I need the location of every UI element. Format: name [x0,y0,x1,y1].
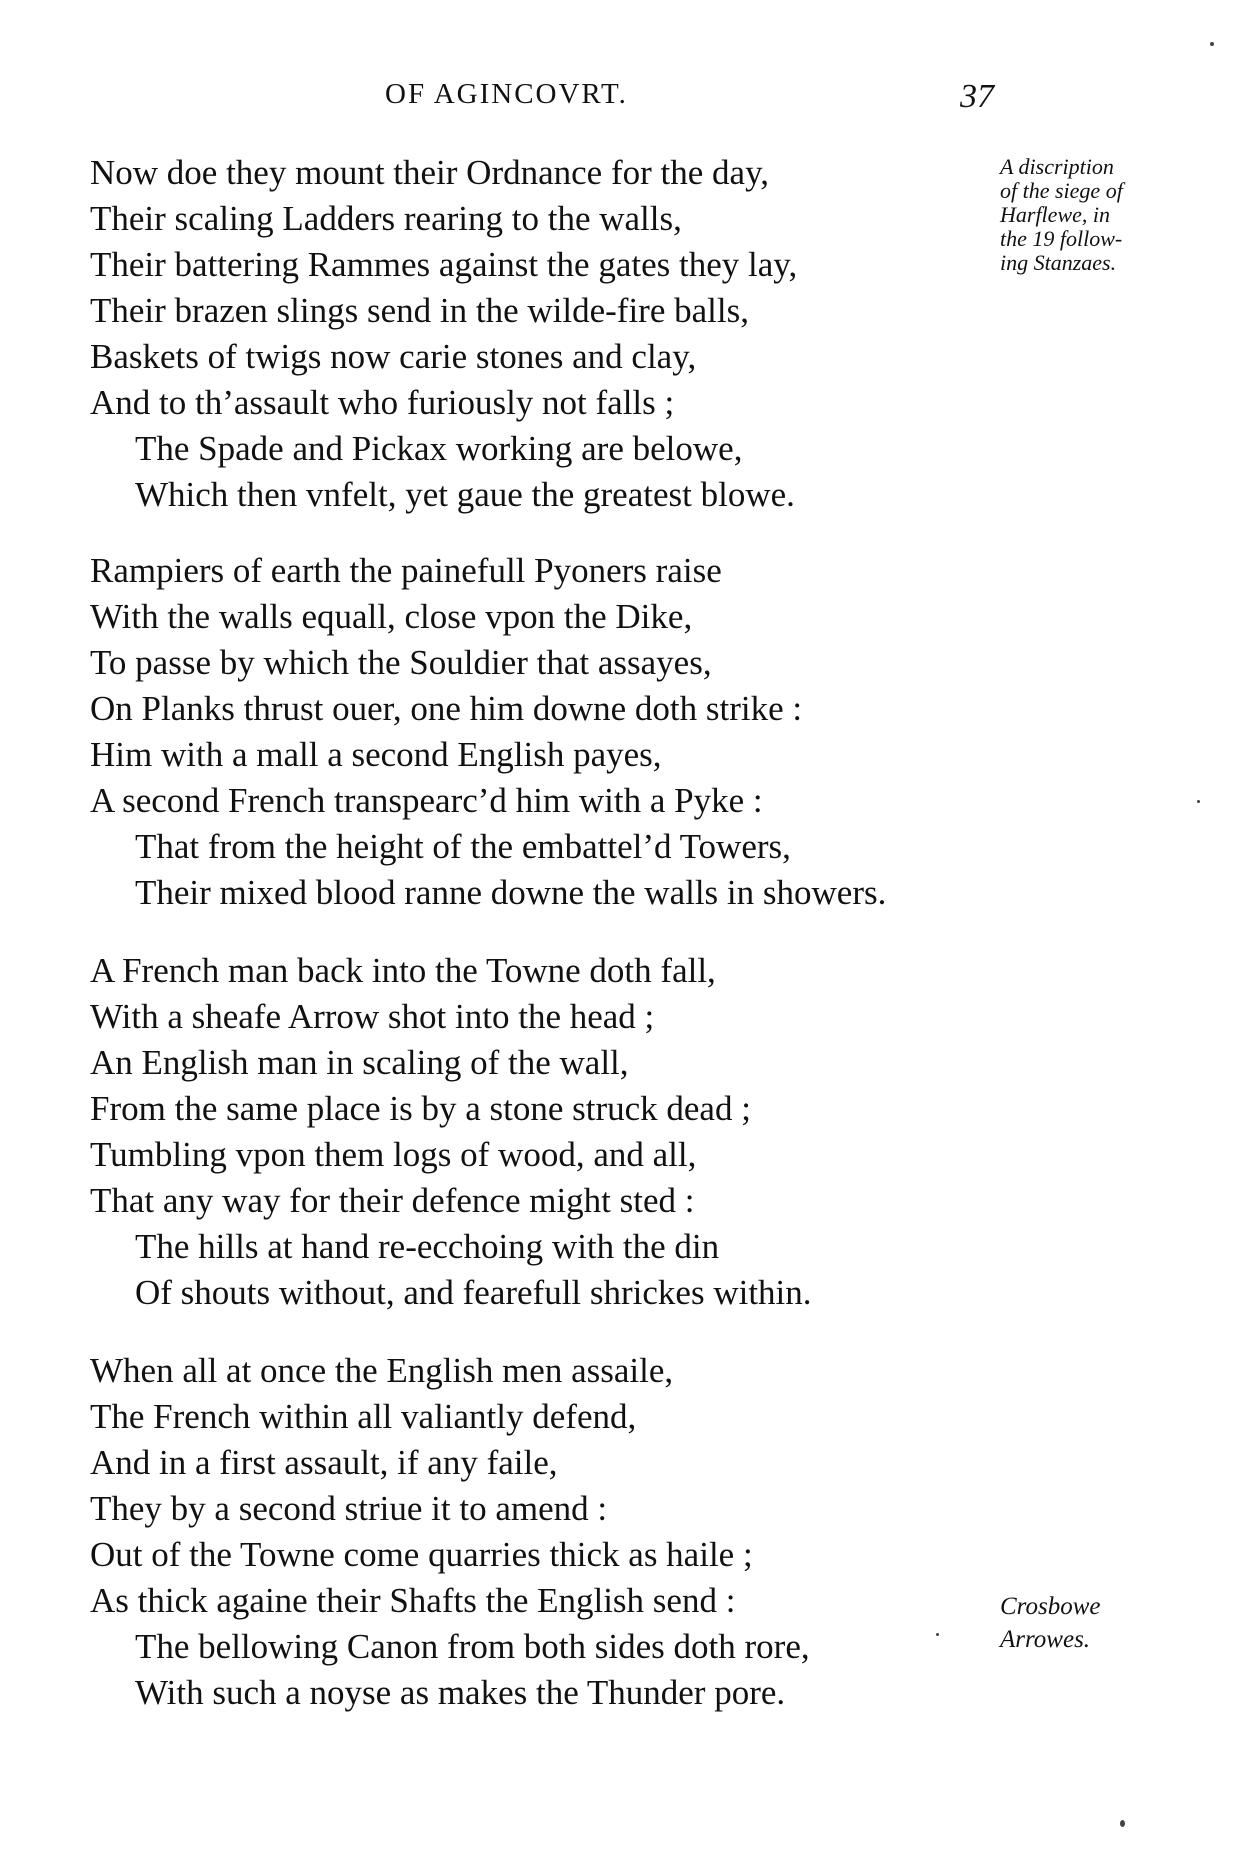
verse-line: Out of the Towne come quarries thick as haile ; [90,1535,753,1574]
verse-line: Him with a mall a second English payes, [90,735,662,774]
verse-line: A French man back into the Towne doth fall, [90,951,716,990]
verse-line: A second French transpearc’d him with a Pyke : [90,781,763,820]
stanza-1 [90,150,990,518]
verse-line: Their scaling Ladders rearing to the walls, [90,199,682,238]
verse-line: When all at once the English men assaile, [90,1351,674,1390]
verse-line: And to th’assault who furiously not falls ; [90,383,675,422]
verse-line: Tumbling vpon them logs of wood, and all, [90,1135,697,1174]
verse-line: And in a first assault, if any faile, [90,1443,558,1482]
verse-line: Rampiers of earth the painefull Pyoners raise [90,551,722,590]
marginal-note-line: A discription [1000,154,1114,179]
verse-line-couplet: The hills at hand re-ecchoing with the din [135,1227,720,1266]
stanza-4 [90,1348,990,1716]
marginal-note-line: of the siege of [1000,178,1123,203]
marginal-note-line: Harflewe, in [1000,202,1110,227]
verse-line: On Planks thrust ouer, one him downe doth strike : [90,689,803,728]
verse-line: Now doe they mount their Ordnance for the day, [90,153,770,192]
marginal-note-line: Arrowes. [1000,1626,1091,1653]
marginal-note-siege [1000,155,1200,275]
verse-line: The French within all valiantly defend, [90,1397,637,1436]
verse-line: With the walls equall, close vpon the Dike, [90,597,693,636]
verse-line-couplet: With such a noyse as makes the Thunder pore. [135,1673,786,1712]
verse-line-couplet: The Spade and Pickax working are belowe, [135,429,743,468]
verse-line-couplet: Which then vnfelt, yet gaue the greatest blowe. [135,475,795,514]
verse-line: An English man in scaling of the wall, [90,1043,629,1082]
page-number: 37 [960,78,994,115]
scan-speck [1197,800,1200,803]
verse-line-couplet: Of shouts without, and fearefull shrickes within. [135,1273,812,1312]
verse-line: Their brazen slings send in the wilde-fire balls, [90,291,749,330]
verse-line: That any way for their defence might sted : [90,1181,695,1220]
marginal-note-crosbowe [1000,1590,1180,1656]
scan-speck [936,1633,939,1636]
verse-line: Their battering Rammes against the gates they lay, [90,245,798,284]
verse-line: From the same place is by a stone struck dead ; [90,1089,751,1128]
stanza-3 [90,948,990,1316]
running-head: OF AGINCOVRT. [385,78,628,110]
marginal-note-line: the 19 follow- [1000,226,1123,251]
stanza-2 [90,548,990,916]
verse-line: They by a second striue it to amend : [90,1489,608,1528]
verse-line: As thick againe their Shafts the English send : [90,1581,736,1620]
marginal-note-line: Crosbowe [1000,1593,1101,1620]
verse-line: To passe by which the Souldier that assayes, [90,643,712,682]
verse-line: Baskets of twigs now carie stones and clay, [90,337,697,376]
verse-line: With a sheafe Arrow shot into the head ; [90,997,655,1036]
verse-line-couplet: The bellowing Canon from both sides doth rore, [135,1627,810,1666]
scan-speck [1120,1820,1125,1827]
verse-line-couplet: That from the height of the embattel’d Towers, [135,827,791,866]
marginal-note-line: ing Stanzaes. [1000,250,1117,275]
verse-line-couplet: Their mixed blood ranne downe the walls in showers. [135,873,887,912]
scan-speck [1210,42,1214,46]
